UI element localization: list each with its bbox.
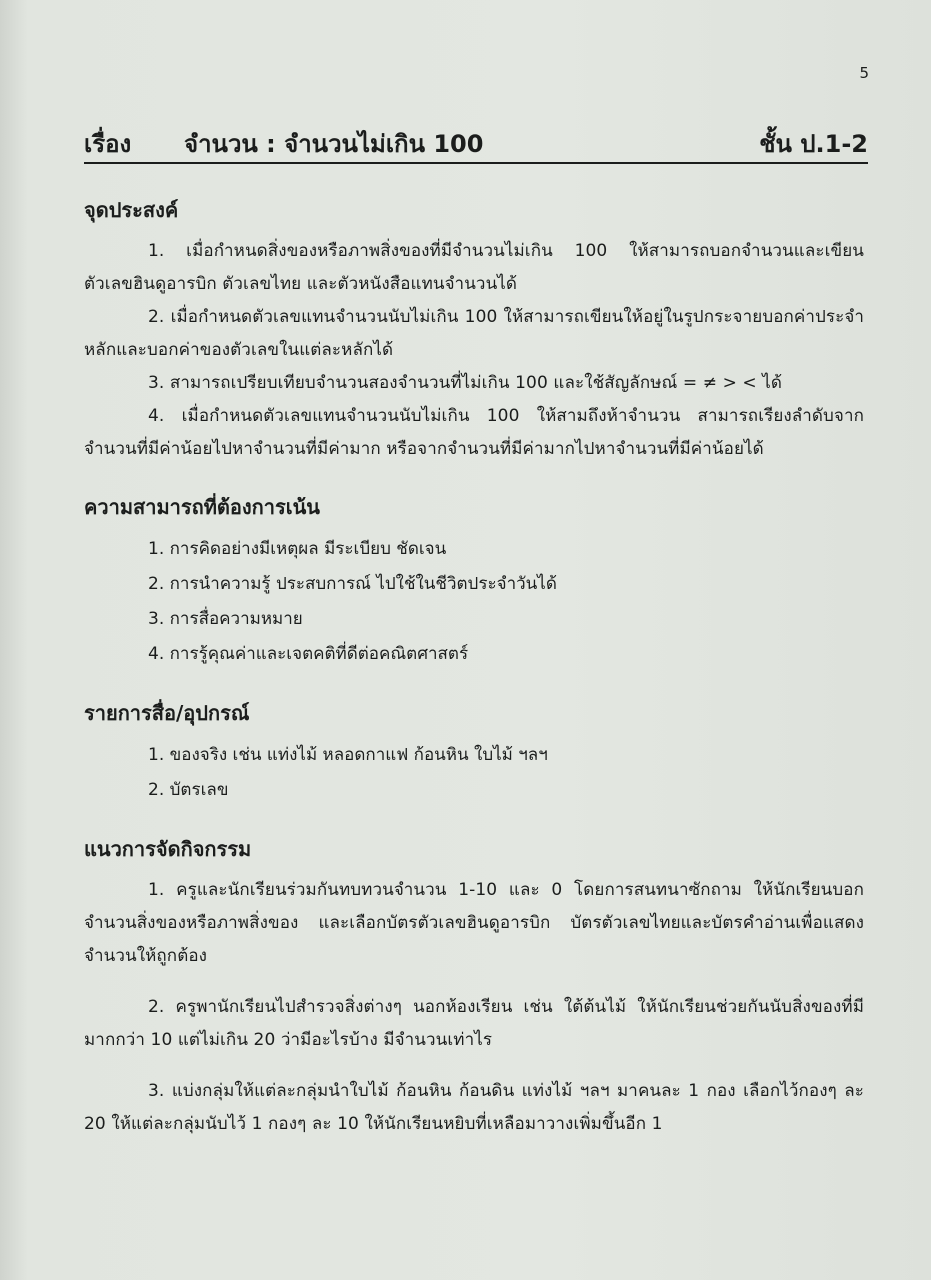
objective-item: 3. สามารถเปรียบเทียบจำนวนสองจำนวนที่ไม่เกิน 100 และใช้สัญลักษณ์ = ≠ > < ได้ [148, 373, 783, 393]
skill-item: 1. การคิดอย่างมีเหตุผล มีระเบียบ ชัดเจน [148, 539, 447, 559]
header-label: เรื่อง [84, 130, 132, 158]
activity-item: 3. แบ่งกลุ่มให้แต่ละกลุ่มนำใบไม้ ก้อนหิน ก้อนดิน แท่งไม้ ฯลฯ มาคนละ 1 กอง เลือกไว้กองๆ ละ 20 ให้แต่ละกลุ่มนับไว้ 1 กองๆ ละ 10 ให้นักเรียนหยิบที่เหลือมาวางเพิ่มขึ้นอีก 1 [84, 1081, 864, 1134]
material-item: 1. ของจริง เช่น แท่งไม้ หลอดกาแฟ ก้อนหิน ใบไม้ ฯลฯ [148, 745, 548, 765]
objective-item: 2. เมื่อกำหนดตัวเลขแทนจำนวนนับไม่เกิน 100 ให้สามารถเขียนให้อยู่ในรูปกระจายบอกค่าประจำหลักและบอกค่าของตัวเลขในแต่ละหลักได้ [84, 307, 864, 360]
activities-heading: แนวการจัดกิจกรรม [84, 837, 252, 861]
activity-item: 2. ครูพานักเรียนไปสำรวจสิ่งต่างๆ นอกห้องเรียน เช่น ใต้ต้นไม้ ให้นักเรียนช่วยกันนับสิ่งของที่มีมากกว่า 10 แต่ไม่เกิน 20 ว่ามีอะไรบ้าง มีจำนวนเท่าไร [84, 997, 864, 1050]
materials-heading: รายการสื่อ/อุปกรณ์ [84, 701, 250, 725]
objectives-section [84, 195, 864, 466]
skill-item: 3. การสื่อความหมาย [148, 609, 303, 629]
objective-item: 1. เมื่อกำหนดสิ่งของหรือภาพสิ่งของที่มีจำนวนไม่เกิน 100 ให้สามารถบอกจำนวนและเขียนตัวเลขฮินดูอารบิก ตัวเลขไทย และตัวหนังสือแทนจำนวนได้ [84, 241, 864, 294]
page-content [84, 195, 864, 1141]
skills-heading: ความสามารถที่ต้องการเน้น [84, 495, 320, 519]
skill-item: 4. การรู้คุณค่าและเจตคติที่ดีต่อคณิตศาสตร์ [148, 644, 469, 664]
activities-section [84, 834, 864, 1141]
activity-item: 1. ครูและนักเรียนร่วมกันทบทวนจำนวน 1-10 และ 0 โดยการสนทนาซักถาม ให้นักเรียนบอกจำนวนสิ่งของหรือภาพสิ่งของ และเลือกบัตรตัวเลขฮินดูอารบิก บัตรตัวเลขไทยและบัตรคำอ่านเพื่อแสดงจำนวนให้ถูกต้อง [84, 880, 864, 966]
skill-item: 2. การนำความรู้ ประสบการณ์ ไปใช้ในชีวิตประจำวันได้ [148, 574, 557, 594]
page-number: 5 [859, 64, 869, 82]
header-title: จำนวน : จำนวนไม่เกิน 100 [184, 130, 484, 158]
objective-item: 4. เมื่อกำหนดตัวเลขแทนจำนวนนับไม่เกิน 100 ให้สามถึงห้าจำนวน สามารถเรียงลำดับจากจำนวนที่มีค่าน้อยไปหาจำนวนที่มีค่ามาก หรือจากจำนวนที่มีค่ามากไปหาจำนวนที่มีค่าน้อยได้ [84, 406, 864, 459]
material-item: 2. บัตรเลข [148, 780, 229, 800]
objectives-heading: จุดประสงค์ [84, 198, 179, 222]
skills-section [84, 492, 864, 672]
materials-section [84, 698, 864, 808]
header-grade: ชั้น ป.1-2 [759, 130, 868, 158]
page-header [84, 120, 868, 164]
